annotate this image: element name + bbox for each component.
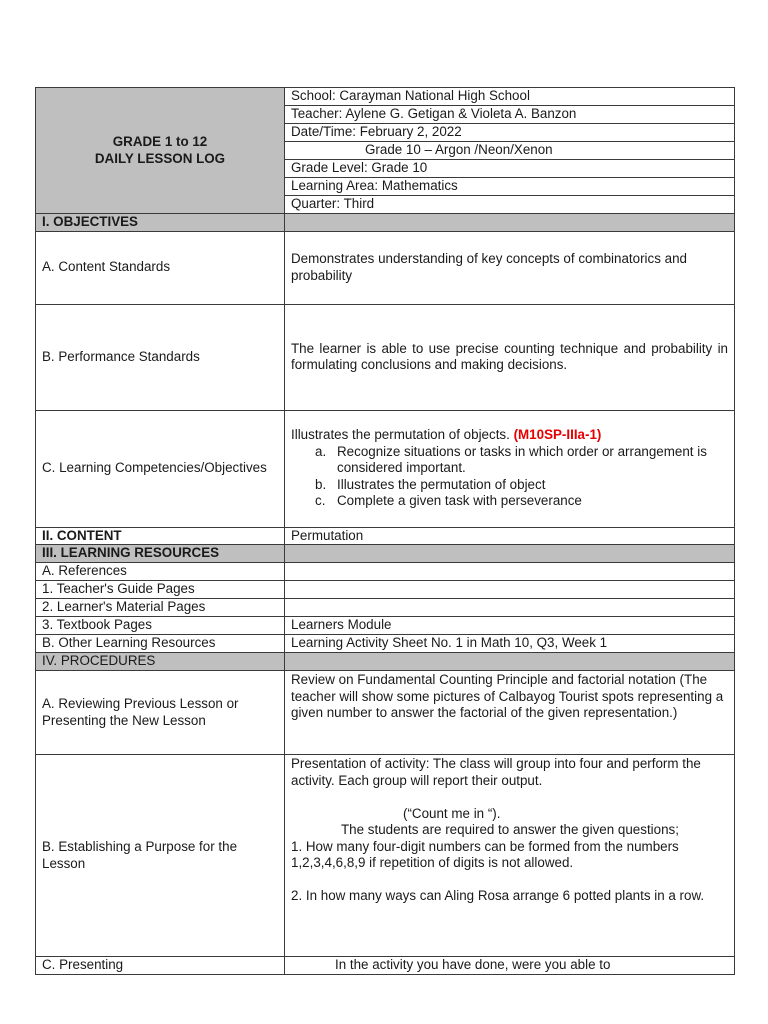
resource-label: B. Other Learning Resources — [36, 635, 285, 653]
resource-value: Learners Module — [285, 617, 735, 635]
objectives-heading-fill — [285, 213, 735, 231]
competencies-list — [291, 444, 728, 510]
procedure-b-instruction: The students are required to answer the given questions; — [341, 822, 679, 837]
procedure-a-text: Review on Fundamental Counting Principle and factorial notation (The teacher will show some pictures of Calbayog Tourist spots representing a given number to answer the factorial of the given representation.) — [285, 671, 735, 755]
procedure-a-label: A. Reviewing Previous Lesson or Presenting the New Lesson — [36, 671, 285, 755]
learning-area-field: Learning Area: Mathematics — [285, 177, 735, 195]
resource-label: A. References — [36, 563, 285, 581]
competencies-intro: Illustrates the permutation of objects. — [291, 427, 514, 443]
resource-label: 1. Teacher's Guide Pages — [36, 581, 285, 599]
competency-item: c. Complete a given task with perseverance — [315, 493, 582, 509]
procedure-c-label: C. Presenting — [36, 957, 285, 975]
title-line-2: DAILY LESSON LOG — [94, 151, 226, 167]
procedure-b-intro: Presentation of activity: The class will group into four and perform the activity. Each group will report their output. — [291, 756, 701, 788]
resources-heading-fill — [285, 545, 735, 563]
procedure-b-question-1: 1. How many four-digit numbers can be formed from the numbers 1,2,3,4,6,8,9 if repetition of digits is not allowed. — [291, 838, 679, 870]
datetime-field: Date/Time: February 2, 2022 — [285, 124, 735, 142]
procedures-heading: IV. PROCEDURES — [36, 653, 285, 671]
performance-standards-text: The learner is able to use precise counting technique and probability in formulating conclusions and making decisions. — [285, 304, 735, 410]
teacher-field: Teacher: Aylene G. Getigan & Violeta A. Banzon — [285, 106, 735, 124]
content-heading: II. CONTENT — [36, 527, 285, 545]
lesson-log-table — [35, 87, 735, 975]
resource-value: Learning Activity Sheet No. 1 in Math 10, Q3, Week 1 — [285, 635, 735, 653]
title-line-1: GRADE 1 to 12 — [112, 134, 208, 150]
quarter-field: Quarter: Third — [285, 195, 735, 213]
procedure-c-text: In the activity you have done, were you able to — [285, 957, 735, 975]
competencies-label: C. Learning Competencies/Objectives — [36, 410, 285, 527]
procedure-b-activity: (“Count me in “). — [403, 805, 501, 821]
content-standards-text: Demonstrates understanding of key concepts of combinatorics and probability — [285, 231, 735, 304]
procedures-heading-fill — [285, 653, 735, 671]
competency-code: (M10SP-IIIa-1) — [513, 427, 602, 443]
log-title-cell — [36, 88, 285, 214]
competencies-cell — [285, 410, 735, 527]
content-value: Permutation — [285, 527, 735, 545]
performance-standards-label: B. Performance Standards — [36, 304, 285, 410]
competency-item: b. Illustrates the permutation of object — [315, 476, 546, 492]
content-standards-label: A. Content Standards — [36, 231, 285, 304]
procedure-b-question-2: 2. In how many ways can Aling Rosa arrange 6 potted plants in a row. — [291, 888, 705, 903]
resource-value — [285, 599, 735, 617]
procedure-b-cell — [285, 755, 735, 957]
objectives-heading: I. OBJECTIVES — [36, 213, 285, 231]
competency-item: a. Recognize situations or tasks in which order or arrangement is considered important. — [315, 443, 707, 476]
resource-label: 3. Textbook Pages — [36, 617, 285, 635]
school-field: School: Carayman National High School — [285, 88, 735, 106]
resources-heading: III. LEARNING RESOURCES — [36, 545, 285, 563]
grade-level-field: Grade Level: Grade 10 — [285, 159, 735, 177]
section-field: Grade 10 – Argon /Neon/Xenon — [285, 142, 735, 160]
procedure-b-label: B. Establishing a Purpose for the Lesson — [36, 755, 285, 957]
resource-label: 2. Learner's Material Pages — [36, 599, 285, 617]
resource-value — [285, 563, 735, 581]
resource-value — [285, 581, 735, 599]
